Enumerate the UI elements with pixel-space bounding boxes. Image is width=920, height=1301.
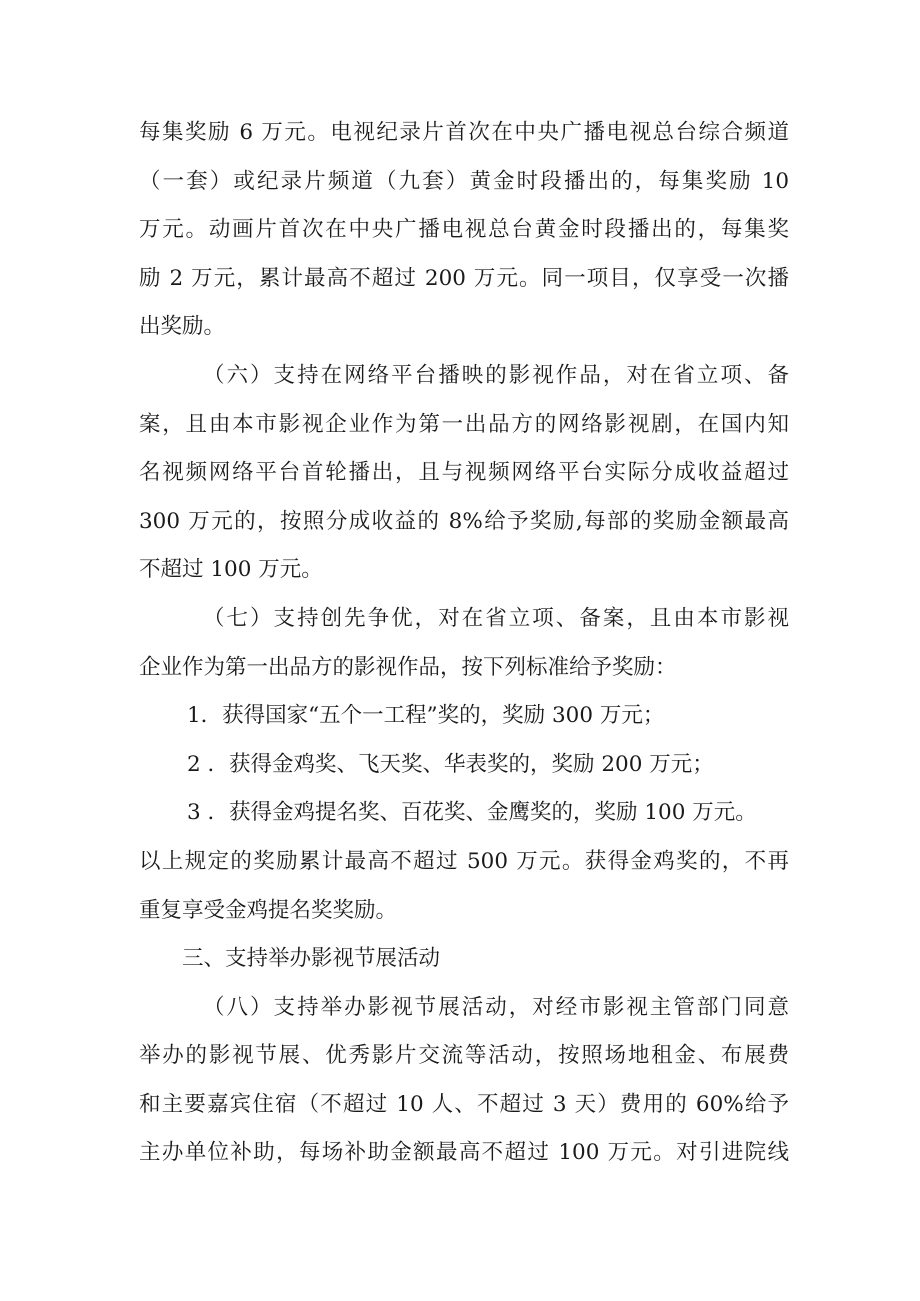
text-line: 300 万元的，按照分成收益的 8%给予奖励,每部的奖励金额最高	[139, 508, 789, 534]
award-item-1: 1．获得国家“五个一工程”奖的，奖励 300 万元；	[187, 703, 665, 729]
award-item-2: 2 ．获得金鸡奖、飞天奖、华表奖的，奖励 200 万元；	[187, 751, 714, 777]
text-line: 重复享受金鸡提名奖奖励。	[139, 897, 398, 923]
text-line: 案，且由本市影视企业作为第一出品方的网络影视剧，在国内知	[139, 411, 789, 437]
paragraph-seven-start: （七）支持创先争优，对在省立项、备案，且由本市影视	[203, 605, 789, 631]
text-line: 企业作为第一出品方的影视作品，按下列标准给予奖励：	[139, 654, 677, 680]
text-line: 以上规定的奖励累计最高不超过 500 万元。获得金鸡奖的，不再	[139, 848, 789, 874]
text-line: 出奖励。	[139, 314, 226, 340]
text-line: 万元。动画片首次在中央广播电视总台黄金时段播出的，每集奖	[139, 217, 789, 243]
text-line: 励 2 万元，累计最高不超过 200 万元。同一项目，仅享受一次播	[139, 265, 789, 291]
text-line: 名视频网络平台首轮播出，且与视频网络平台实际分成收益超过	[139, 460, 789, 486]
text-line: 每集奖励 6 万元。电视纪录片首次在中央广播电视总台综合频道	[139, 120, 789, 145]
text-line: （一套）或纪录片频道（九套）黄金时段播出的，每集奖励 10	[139, 168, 789, 194]
award-item-3: 3 ．获得金鸡提名奖、百花奖、金鹰奖的，奖励 100 万元。	[187, 800, 757, 826]
paragraph-eight-start: （八）支持举办影视节展活动，对经市影视主管部门同意	[203, 994, 789, 1020]
text-line: 举办的影视节展、优秀影片交流等活动，按照场地租金、布展费	[139, 1043, 789, 1069]
text-line: 不超过 100 万元。	[139, 557, 323, 583]
body-text	[139, 109, 789, 1178]
section-heading-three: 三、支持举办影视节展活动	[182, 946, 441, 972]
text-line: 和主要嘉宾住宿（不超过 10 人、不超过 3 天）费用的 60%给予	[139, 1091, 789, 1117]
text-line: 主办单位补助，每场补助金额最高不超过 100 万元。对引进院线	[139, 1140, 789, 1166]
paragraph-six-start: （六）支持在网络平台播映的影视作品，对在省立项、备	[203, 362, 789, 388]
